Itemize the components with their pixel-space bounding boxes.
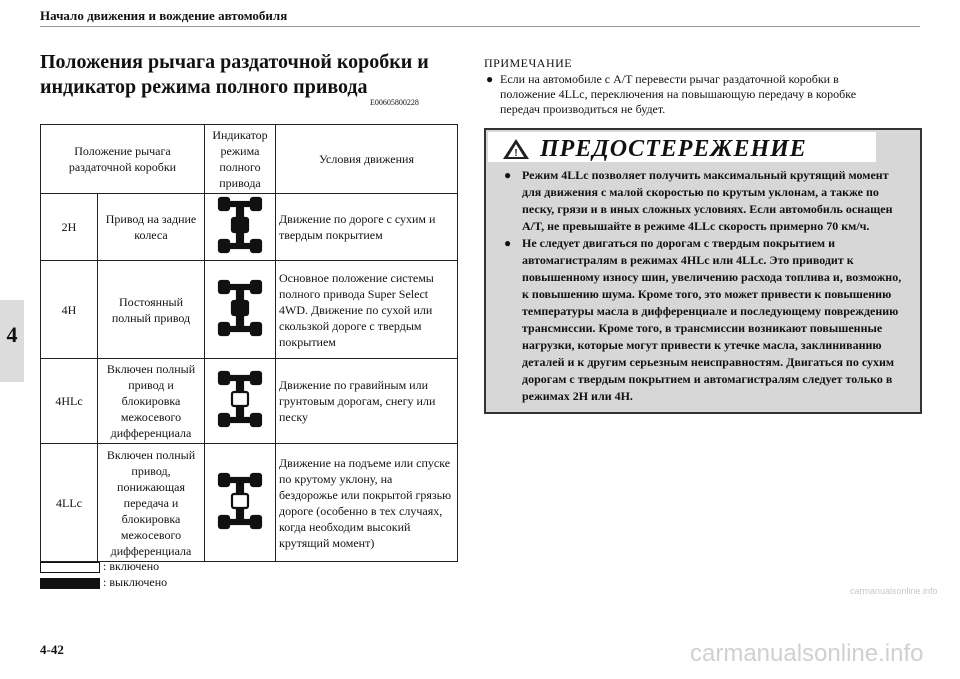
four-wheel-drive-indicator-icon (217, 370, 263, 428)
front-shaft-shape (237, 206, 243, 218)
legend-on (40, 559, 159, 574)
indicator-cell (205, 359, 276, 444)
page-number: 4-42 (40, 642, 64, 657)
note-heading: ПРИМЕЧАНИЕ (484, 56, 573, 70)
table-header-row (41, 125, 458, 194)
center-diff-shape (232, 301, 248, 315)
section-title: Положения рычага раздаточной коробки и индикатор режима полного привода (40, 51, 429, 98)
mode-cell: 4H (41, 261, 98, 359)
lever-description: Включен полный привод и блокировка межосевого дифференциала (98, 359, 205, 444)
front-shaft-shape (237, 380, 243, 392)
lever-description: Привод на задние колеса (98, 194, 205, 261)
header-conditions: Условия движения (276, 125, 458, 194)
header-rule (40, 26, 920, 27)
note-bullet: ● (486, 72, 494, 86)
center-diff-shape (232, 392, 248, 406)
running-header: Начало движения и вождение автомобиля (40, 8, 288, 23)
rear-shaft-shape (237, 406, 243, 418)
four-wheel-drive-indicator-icon (217, 196, 263, 254)
warning-triangle-icon (502, 138, 530, 160)
table-row (41, 194, 458, 261)
rear-shaft-shape (237, 508, 243, 520)
center-diff-shape (232, 218, 248, 232)
conditions-text: Основное положение системы полного привода Super Select 4WD. Движение по сухой или скользкой дороге с твердым покрытием (276, 261, 458, 359)
conditions-text: Движение по гравийным или грунтовым дорогам, снегу или песку (276, 359, 458, 444)
four-wheel-drive-indicator-icon (217, 472, 263, 530)
lever-description: Постоянный полный привод (98, 261, 205, 359)
legend-off-swatch (40, 578, 100, 589)
mode-cell: 4LLc (41, 444, 98, 562)
table-row (41, 359, 458, 444)
conditions-text: Движение на подъеме или спуске по крутому уклону, на бездорожье или покрытой грязью дороге (особенно в тех случаях, когда необходим высокий крутящий момент) (276, 444, 458, 562)
indicator-cell (205, 444, 276, 562)
indicator-cell (205, 261, 276, 359)
mode-cell: 2H (41, 194, 98, 261)
warning-item (504, 167, 904, 235)
warning-title: ПРЕДОСТЕРЕЖЕНИЕ (540, 136, 807, 162)
legend-on-swatch (40, 562, 100, 573)
conditions-text: Движение по дороге с сухим и твердым покрытием (276, 194, 458, 261)
header-indicator: Индикатор режима полного привода (205, 125, 276, 194)
rear-shaft-shape (237, 315, 243, 327)
warning-header (488, 132, 876, 162)
legend-off-label: : выключено (103, 575, 168, 589)
section-code: E00605800228 (370, 98, 419, 107)
rear-shaft-shape (237, 232, 243, 244)
warning-item-text: Не следует двигаться по дорогам с твердым покрытием и автомагистралям в режимах 4HLc или 4LLc. Это приводит к повышенному износу шин, увеличению расхода топлива и, возможно, к повышению шума. Кроме того, это может привести к повышению температуры масла в дифференциале и последующему повреждению трансмиссии. Кроме того, в трансмиссии возникают повышенные нагрузки, которые могут привести к утечке масла, заклиниванию деталей и к другим серьезным неисправностям. Двигаться по сухим дорогам с твердым покрытием и автомагистралям следует только в режимах 2H или 4H. (522, 236, 902, 403)
warning-item (504, 235, 904, 405)
header-lever: Положение рычага раздаточной коробки (41, 125, 205, 194)
note-text-block (486, 72, 895, 117)
table-row (41, 444, 458, 562)
center-diff-shape (232, 494, 248, 508)
legend-off (40, 575, 167, 590)
warning-bullet: ● (504, 236, 512, 250)
note-text: Если на автомобиле с A/T перевести рычаг раздаточной коробки в положение 4LLc, переключения на повышающую передачу в коробке передач производиться не будет. (500, 72, 857, 116)
watermark-small: carmanualsonline.info (850, 586, 938, 596)
warning-item-text: Режим 4LLc позволяет получить максимальный крутящий момент для движения с малой скоростью по крутым уклонам, а также по песку, грязи и в иных сложных условиях. Если автомобиль оснащен A/T, не превышайте в режиме 4LLc скорость примерно 70 км/ч. (522, 168, 893, 233)
legend-on-label: : включено (103, 559, 160, 573)
warning-symbol: ! (514, 148, 518, 159)
indicator-cell (205, 194, 276, 261)
front-shaft-shape (237, 482, 243, 494)
mode-cell: 4HLc (41, 359, 98, 444)
warning-box (484, 128, 922, 414)
table-row (41, 261, 458, 359)
chapter-number: 4 (6, 322, 18, 347)
warning-bullet: ● (504, 168, 512, 182)
watermark: carmanualsonline.info (690, 640, 924, 667)
four-wheel-drive-indicator-icon (217, 279, 263, 337)
modes-table (40, 124, 458, 562)
lever-description: Включен полный привод, понижающая передача и блокировка межосевого дифференциала (98, 444, 205, 562)
front-shaft-shape (237, 289, 243, 301)
warning-body (504, 167, 904, 405)
